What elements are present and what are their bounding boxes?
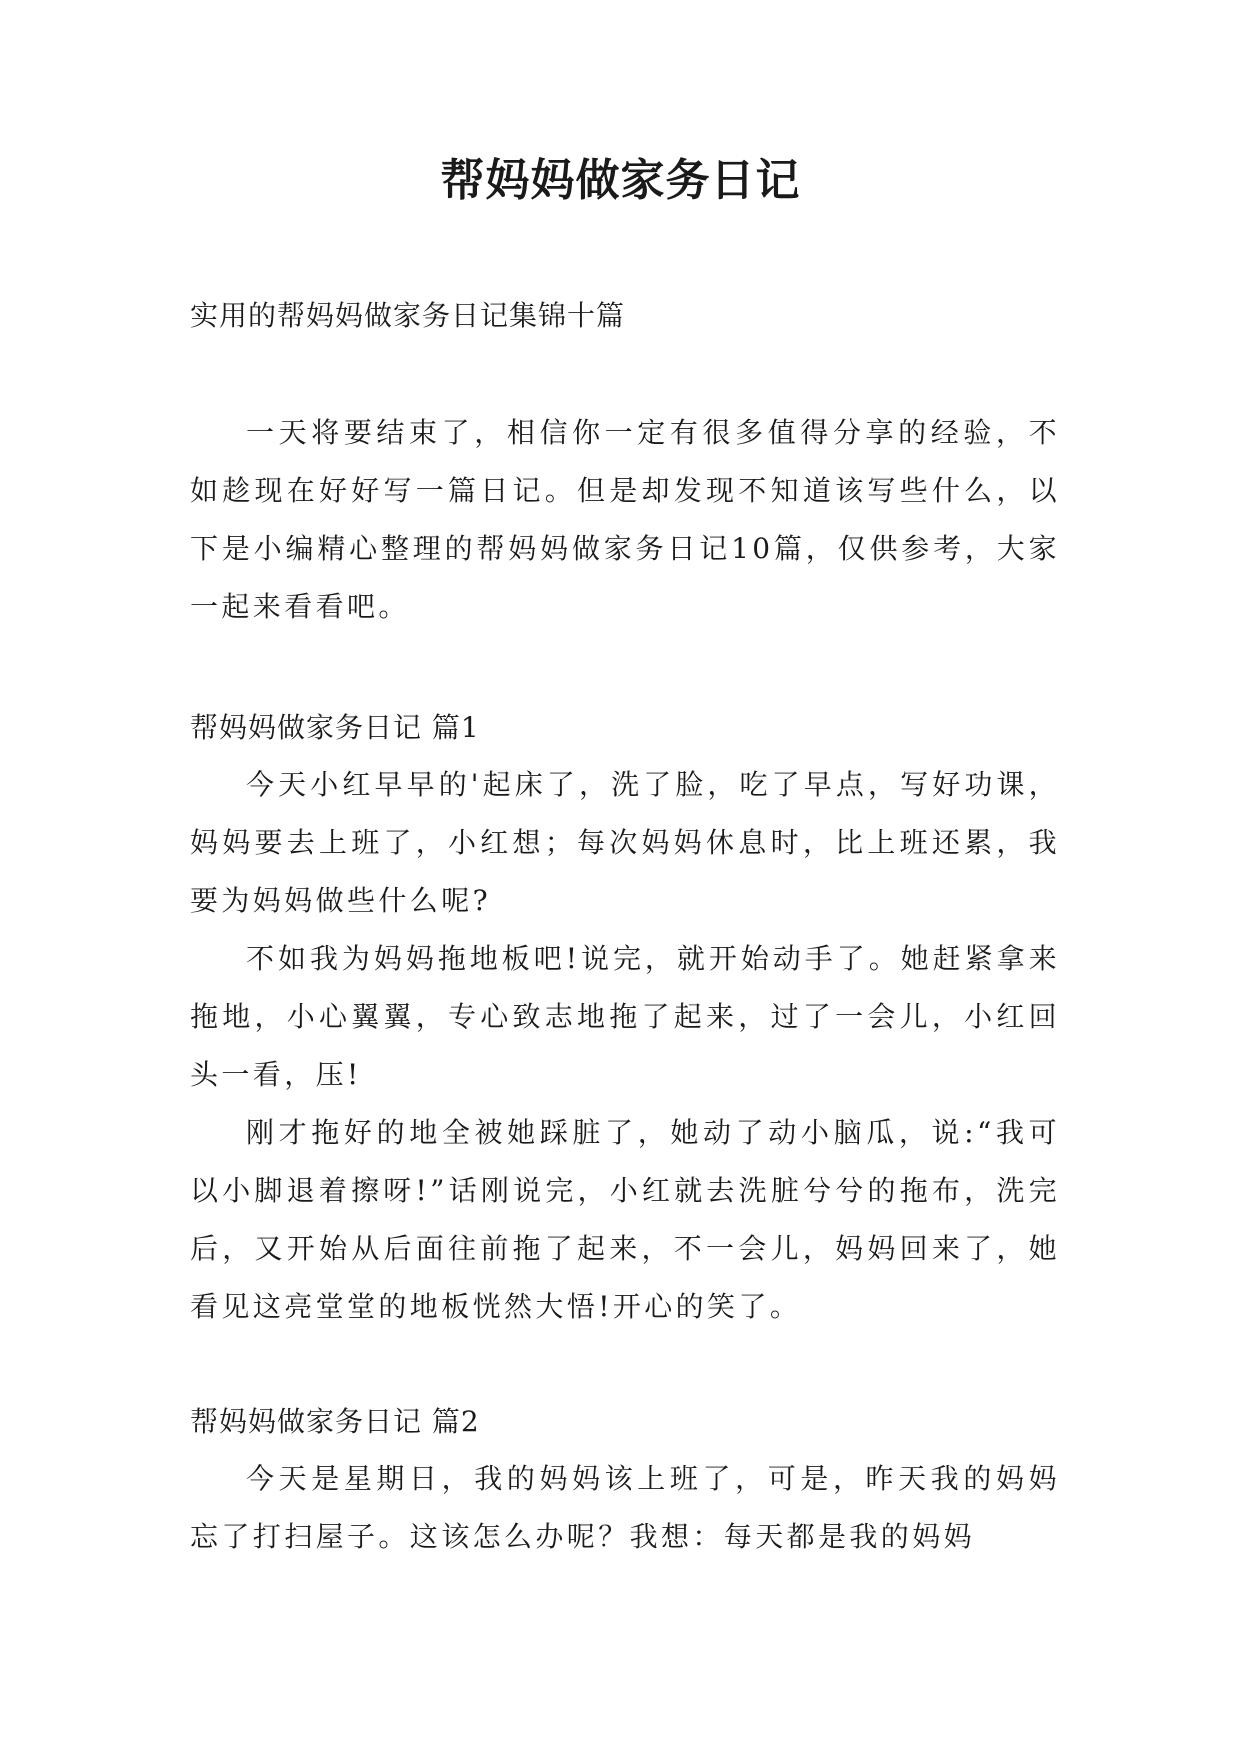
section-2-body <box>190 1450 1060 1566</box>
section-1-heading: 帮妈妈做家务日记 篇1 <box>190 711 480 744</box>
section-2-heading: 帮妈妈做家务日记 篇2 <box>190 1405 480 1438</box>
document-title: 帮妈妈做家务日记 <box>440 155 801 206</box>
section-1-paragraph-2: 不如我为妈妈拖地板吧!说完，就开始动手了。她赶紧拿来拖地，小心翼翼，专心致志地拖了起来，过了一会儿，小红回头一看，压! <box>190 942 1060 1091</box>
section-1-paragraph-3: 刚才拖好的地全被她踩脏了，她动了动小脑瓜，说:“我可以小脚退着擦呀!”话刚说完，小红就去洗脏兮兮的拖布，洗完后，又开始从后面往前拖了起来，不一会儿，妈妈回来了，她看见这亮堂堂的地板恍然大悟!开心的笑了。 <box>190 1116 1060 1323</box>
section-1-body <box>190 756 1060 1336</box>
intro-paragraph: 一天将要结束了，相信你一定有很多值得分享的经验，不如趁现在好好写一篇日记。但是却发现不知道该写些什么，以下是小编精心整理的帮妈妈做家务日记10篇，仅供参考，大家一起来看看吧。 <box>190 416 1060 623</box>
intro-block <box>190 404 1060 636</box>
document-subtitle: 实用的帮妈妈做家务日记集锦十篇 <box>190 299 626 332</box>
section-2-paragraph-1: 今天是星期日，我的妈妈该上班了，可是，昨天我的妈妈忘了打扫屋子。这该怎么办呢？我想：每天都是我的妈妈 <box>190 1462 1060 1553</box>
section-1-paragraph-1: 今天小红早早的'起床了，洗了脸，吃了早点，写好功课，妈妈要去上班了，小红想；每次妈妈休息时，比上班还累，我要为妈妈做些什么呢? <box>190 768 1060 917</box>
